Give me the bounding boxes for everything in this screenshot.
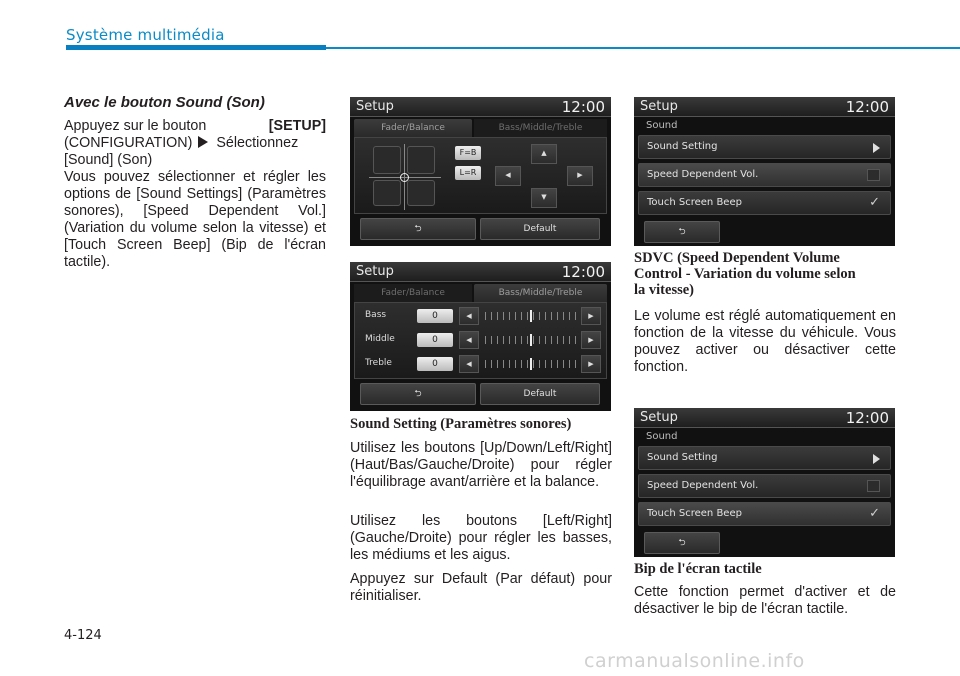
eq-value-middle: 0 — [417, 333, 453, 347]
sdvc-caption-line2: Control - Variation du volume selon — [634, 266, 856, 282]
eq-label-middle: Middle — [365, 334, 395, 344]
intro-line2 — [64, 135, 326, 152]
bass-slider-thumb[interactable] — [530, 310, 532, 322]
fader-value: F=B — [455, 146, 481, 160]
intro-line1-text: Appuyez sur le bouton — [64, 118, 207, 134]
screen-title: Setup — [356, 264, 394, 279]
screen-title: Setup — [356, 99, 394, 114]
chevron-right-icon — [873, 454, 880, 464]
screen-subtitle: Sound — [646, 120, 678, 131]
treble-left-button[interactable]: ◀ — [459, 355, 479, 373]
menu-item-label: Speed Dependent Vol. — [647, 169, 759, 180]
back-arrow-icon: ⮌ — [678, 227, 686, 237]
screen-eq — [350, 262, 611, 411]
menu-item-label: Speed Dependent Vol. — [647, 480, 759, 491]
middle-left-button[interactable]: ◀ — [459, 331, 479, 349]
check-icon[interactable]: ✓ — [869, 506, 880, 521]
menu-item-touch-screen-beep[interactable] — [638, 191, 891, 215]
screen-titlebar — [634, 408, 895, 428]
back-button[interactable] — [644, 221, 720, 243]
screen-title: Setup — [640, 410, 678, 425]
default-button[interactable]: Default — [480, 218, 600, 240]
back-arrow-icon: ⮌ — [678, 538, 686, 548]
middle-slider-thumb[interactable] — [530, 334, 532, 346]
sound-setting-p3: Appuyez sur Default (Par défaut) pour réinitialiser. — [350, 571, 612, 604]
screen-clock: 12:00 — [845, 409, 889, 427]
intro-column — [64, 94, 326, 271]
eq-panel — [354, 302, 607, 379]
screen-clock: 12:00 — [845, 98, 889, 116]
left-button[interactable]: ◀ — [495, 166, 521, 186]
checkbox-unchecked-icon[interactable] — [867, 169, 880, 181]
screen-title: Setup — [640, 99, 678, 114]
menu-item-touch-screen-beep[interactable] — [638, 502, 891, 526]
screen-clock: 12:00 — [561, 98, 605, 116]
sdvc-caption-line1: SDVC (Speed Dependent Volume — [634, 250, 840, 266]
tab-bass-middle-treble[interactable]: Bass/Middle/Treble — [474, 284, 607, 302]
back-button[interactable] — [360, 383, 476, 405]
sdvc-caption-line3: la vitesse) — [634, 282, 694, 298]
page-number: 4-124 — [64, 628, 102, 643]
screen-subtitle: Sound — [646, 431, 678, 442]
tab-fader-balance[interactable]: Fader/Balance — [354, 284, 472, 302]
header-bar — [66, 45, 326, 50]
eq-value-treble: 0 — [417, 357, 453, 371]
intro-heading: Avec le bouton Sound (Son) — [64, 94, 265, 111]
middle-slider[interactable] — [485, 336, 577, 344]
bass-right-button[interactable]: ▶ — [581, 307, 601, 325]
checkbox-unchecked-icon[interactable] — [867, 480, 880, 492]
intro-line2-text: (CONFIGURATION) — [64, 135, 197, 151]
screen-titlebar — [350, 262, 611, 282]
screen-sound-menu-2 — [634, 408, 895, 557]
up-button[interactable]: ▲ — [531, 144, 557, 164]
sound-setting-p1: Utilisez les boutons [Up/Down/Left/Right] (Haut/Bas/Gauche/Droite) pour régler l'équilibrage avant/arrière et la balance. — [350, 440, 612, 490]
screen-fader-balance — [350, 97, 611, 246]
intro-line1 — [64, 118, 326, 135]
eq-label-treble: Treble — [365, 358, 392, 368]
screen-titlebar — [350, 97, 611, 117]
eq-value-bass: 0 — [417, 309, 453, 323]
bass-slider[interactable] — [485, 312, 577, 320]
menu-item-sound-setting[interactable] — [638, 135, 891, 159]
menu-item-label: Touch Screen Beep — [647, 508, 742, 519]
treble-slider-thumb[interactable] — [530, 358, 532, 370]
menu-item-speed-dependent-vol[interactable] — [638, 163, 891, 187]
sdvc-caption — [634, 250, 896, 298]
seat-front-left — [373, 146, 401, 174]
screen-clock: 12:00 — [561, 263, 605, 281]
seat-diagram[interactable] — [369, 144, 441, 210]
seat-rear-right — [407, 180, 435, 206]
intro-line3: [Sound] (Son) — [64, 152, 153, 168]
beep-paragraph: Cette fonction permet d'activer et de désactiver le bip de l'écran tactile. — [634, 584, 896, 617]
intro-line2-suffix: Sélectionnez — [212, 135, 299, 151]
right-button[interactable]: ▶ — [567, 166, 593, 186]
sdvc-paragraph: Le volume est réglé automatiquement en fonction de la vitesse du véhicule. Vous pouvez activer ou désactiver cette fonction. — [634, 308, 896, 375]
bass-left-button[interactable]: ◀ — [459, 307, 479, 325]
default-button[interactable]: Default — [480, 383, 600, 405]
section-title: Système multimédia — [66, 26, 225, 44]
sound-setting-p2: Utilisez les boutons [Left/Right] (Gauche/Droite) pour régler les basses, les médiums et les aigus. — [350, 513, 612, 563]
setup-keyword: [SETUP] — [268, 118, 326, 134]
seat-front-right — [407, 146, 435, 174]
watermark: carmanualsonline.info — [584, 650, 805, 672]
tab-fader-balance[interactable]: Fader/Balance — [354, 119, 472, 137]
back-button[interactable] — [644, 532, 720, 554]
menu-item-label: Sound Setting — [647, 141, 718, 152]
seat-rear-left — [373, 180, 401, 206]
beep-caption: Bip de l'écran tactile — [634, 561, 762, 577]
intro-text — [64, 118, 326, 271]
menu-item-speed-dependent-vol[interactable] — [638, 474, 891, 498]
back-arrow-icon: ⮌ — [414, 224, 422, 234]
balance-value: L=R — [455, 166, 481, 180]
header-rule — [326, 47, 960, 49]
check-icon[interactable]: ✓ — [869, 195, 880, 210]
balance-panel — [354, 137, 607, 214]
treble-right-button[interactable]: ▶ — [581, 355, 601, 373]
sound-setting-caption: Sound Setting (Paramètres sonores) — [350, 416, 572, 432]
screen-titlebar — [634, 97, 895, 117]
back-button[interactable] — [360, 218, 476, 240]
eq-label-bass: Bass — [365, 310, 387, 320]
down-button[interactable]: ▼ — [531, 188, 557, 208]
screen-sound-menu-1 — [634, 97, 895, 246]
menu-item-sound-setting[interactable] — [638, 446, 891, 470]
balance-point-icon[interactable] — [400, 173, 409, 182]
intro-paragraph: Vous pouvez sélectionner et régler les options de [Sound Settings] (Paramètres sonores), [Speed Dependent Vol.] (Variation du volume selon la vitesse) et [Touch Screen Beep] (Bip de l'écran tactile). — [64, 169, 326, 270]
menu-item-label: Touch Screen Beep — [647, 197, 742, 208]
chevron-right-icon — [873, 143, 880, 153]
middle-right-button[interactable]: ▶ — [581, 331, 601, 349]
arrow-right-icon — [198, 136, 208, 148]
back-arrow-icon: ⮌ — [414, 389, 422, 399]
menu-item-label: Sound Setting — [647, 452, 718, 463]
treble-slider[interactable] — [485, 360, 577, 368]
tab-bass-middle-treble[interactable]: Bass/Middle/Treble — [474, 119, 607, 137]
